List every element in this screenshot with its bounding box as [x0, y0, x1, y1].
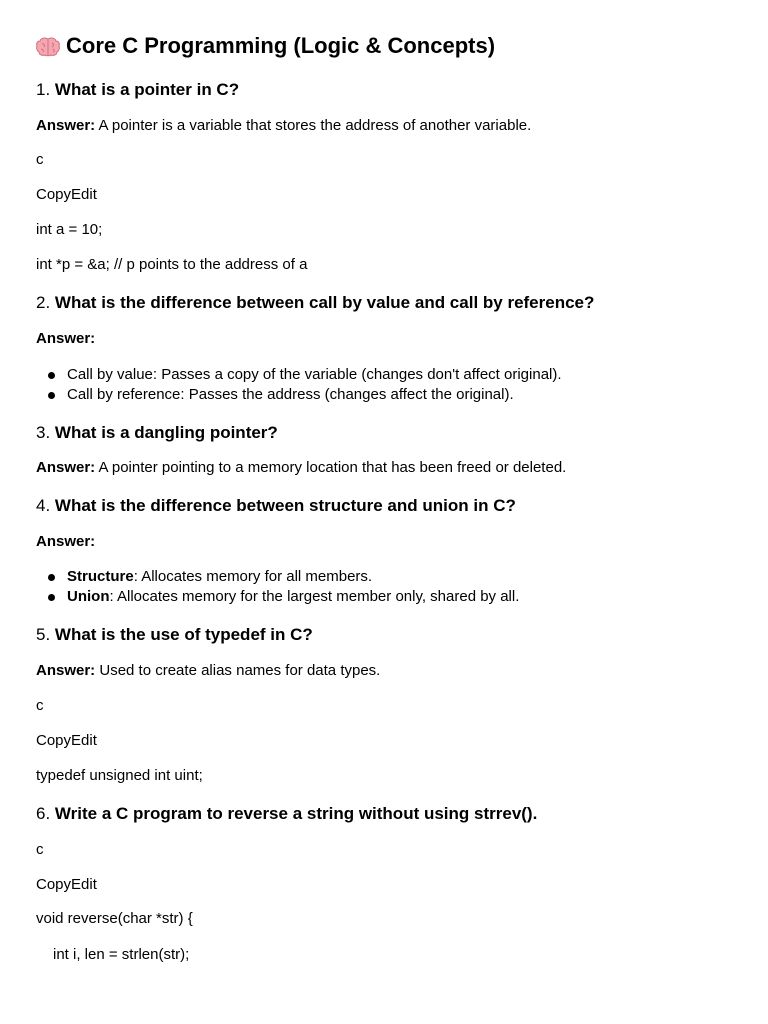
copy-edit-label[interactable]: CopyEdit [36, 186, 97, 203]
bullet-icon [48, 594, 55, 601]
code-line: void reverse(char *str) { [36, 910, 193, 927]
list-item-term: Structure [67, 568, 134, 585]
question-text: What is a pointer in C? [54, 80, 240, 99]
answer-label: Answer: [36, 117, 96, 134]
list-item [67, 588, 519, 605]
answer-text: A pointer pointing to a memory location that has been freed or deleted. [98, 459, 567, 476]
question-text: Write a C program to reverse a string without using strrev(). [54, 804, 538, 823]
question-number: 2. [36, 293, 51, 312]
question-5-heading [36, 625, 313, 645]
question-2-heading [36, 293, 594, 313]
question-number: 6. [36, 804, 51, 823]
question-3-heading [36, 423, 278, 443]
bullet-icon [48, 372, 55, 379]
code-line: typedef unsigned int uint; [36, 767, 203, 784]
question-text: What is the difference between call by value and call by reference? [54, 293, 595, 312]
code-line: int a = 10; [36, 221, 103, 238]
answer-label: Answer: [36, 662, 96, 679]
answer-paragraph [36, 459, 566, 476]
list-item-text: : Allocates memory for all members. [133, 568, 373, 585]
brain-icon [36, 37, 60, 57]
list-item-text: Call by value: Passes a copy of the variable (changes don't affect original). [67, 366, 562, 383]
list-item [67, 386, 514, 403]
answer-text: Used to create alias names for data types. [99, 662, 381, 679]
code-line: int *p = &a; // p points to the address of a [36, 256, 308, 273]
answer-label-text: Answer: [36, 330, 96, 347]
page-title-text: Core C Programming (Logic & Concepts) [66, 33, 496, 58]
question-number: 3. [36, 423, 51, 442]
copy-edit-label[interactable]: CopyEdit [36, 732, 97, 749]
code-language-label: c [36, 697, 44, 714]
answer-label [36, 533, 95, 550]
question-number: 1. [36, 80, 51, 99]
question-number: 4. [36, 496, 51, 515]
answer-label: Answer: [36, 459, 96, 476]
question-text: What is the difference between structure and union in C? [54, 496, 516, 515]
question-number: 5. [36, 625, 51, 644]
answer-label [36, 330, 95, 347]
list-item [67, 568, 372, 585]
code-language-label: c [36, 151, 44, 168]
list-item-text: Call by reference: Passes the address (changes affect the original). [67, 386, 514, 403]
code-language-label: c [36, 841, 44, 858]
answer-paragraph [36, 117, 531, 134]
bullet-icon [48, 574, 55, 581]
answer-text: A pointer is a variable that stores the address of another variable. [98, 117, 532, 134]
question-4-heading [36, 496, 516, 516]
list-item-text: : Allocates memory for the largest member only, shared by all. [109, 588, 520, 605]
answer-paragraph [36, 662, 380, 679]
question-1-heading [36, 80, 239, 100]
copy-edit-label[interactable]: CopyEdit [36, 876, 97, 893]
list-item-term: Union [67, 588, 110, 605]
list-item [67, 366, 562, 383]
bullet-icon [48, 392, 55, 399]
question-text: What is a dangling pointer? [54, 423, 278, 442]
code-line: int i, len = strlen(str); [53, 946, 190, 963]
answer-label-text: Answer: [36, 533, 96, 550]
question-6-heading [36, 804, 537, 824]
question-text: What is the use of typedef in C? [54, 625, 313, 644]
page-title [36, 33, 495, 59]
